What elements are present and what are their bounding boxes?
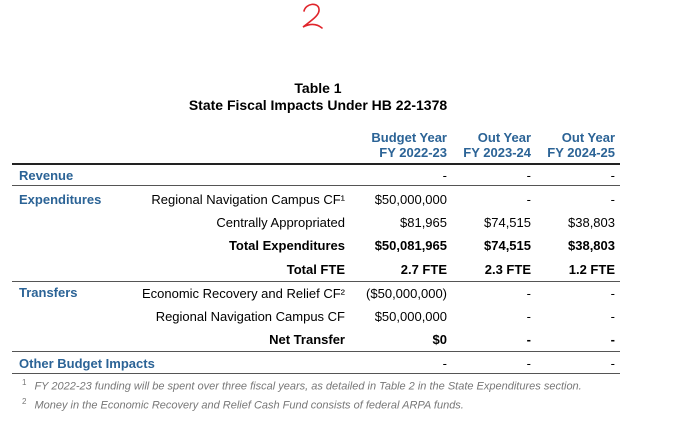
cell-value: $74,515	[484, 238, 531, 253]
table-title: State Fiscal Impacts Under HB 22-1378	[188, 97, 448, 113]
cell-value: -	[610, 286, 615, 301]
cell-value: 1.2 FTE	[568, 262, 615, 277]
cell-value: $50,081,965	[374, 238, 447, 253]
cell-value: -	[526, 168, 531, 183]
section-label-expenditures: Expenditures	[19, 192, 102, 207]
row-divider	[12, 281, 620, 282]
column-header-budget-year: Budget Year FY 2022-23	[371, 130, 447, 160]
header-rule	[12, 163, 620, 165]
column-header-out-year-2: Out Year FY 2024-25	[547, 130, 615, 160]
handwritten-page-number	[292, 0, 332, 36]
row-label: Total FTE	[286, 262, 345, 277]
cell-value: 2.3 FTE	[484, 262, 531, 277]
row-label: Regional Navigation Campus CF¹	[151, 192, 345, 207]
cell-value: -	[442, 168, 447, 183]
cell-value: -	[442, 356, 447, 371]
footnote-mark: 1	[22, 378, 27, 387]
cell-value: -	[610, 192, 615, 207]
footnote-text: FY 2022-23 funding will be spent over three fiscal years, as detailed in Table 2 in the State Expenditures section.	[34, 380, 582, 393]
cell-value: -	[526, 192, 531, 207]
cell-value: -	[610, 309, 615, 324]
cell-value: -	[526, 286, 531, 301]
section-label-transfers: Transfers	[19, 285, 78, 300]
section-label-other-budget-impacts: Other Budget Impacts	[19, 356, 155, 371]
cell-value: $38,803	[568, 215, 615, 230]
row-divider	[12, 351, 620, 352]
cell-value: $38,803	[568, 238, 615, 253]
cell-value: -	[526, 332, 531, 347]
row-label: Regional Navigation Campus CF	[155, 309, 345, 324]
table-bottom-rule	[12, 373, 620, 374]
table-number: Table 1	[294, 80, 342, 96]
row-divider	[12, 185, 620, 186]
row-label: Economic Recovery and Relief CF²	[141, 286, 345, 301]
cell-value: -	[610, 356, 615, 371]
row-label: Net Transfer	[269, 332, 345, 347]
cell-value: -	[526, 356, 531, 371]
cell-value: -	[526, 309, 531, 324]
footnote-text: Money in the Economic Recovery and Relief Cash Fund consists of federal ARPA funds.	[34, 399, 464, 412]
cell-value: $81,965	[400, 215, 447, 230]
column-header-out-year-1: Out Year FY 2023-24	[463, 130, 531, 160]
footnote	[22, 378, 582, 393]
cell-value: -	[610, 168, 615, 183]
footnote	[22, 397, 464, 412]
cell-value: $50,000,000	[374, 309, 447, 324]
section-label-revenue: Revenue	[19, 168, 74, 183]
cell-value: -	[610, 332, 615, 347]
cell-value: $50,000,000	[374, 192, 447, 207]
footnote-mark: 2	[22, 397, 27, 406]
row-label: Centrally Appropriated	[216, 215, 345, 230]
cell-value: 2.7 FTE	[400, 262, 447, 277]
cell-value: ($50,000,000)	[366, 286, 447, 301]
cell-value: $74,515	[484, 215, 531, 230]
cell-value: $0	[432, 332, 447, 347]
row-label: Total Expenditures	[228, 238, 345, 253]
